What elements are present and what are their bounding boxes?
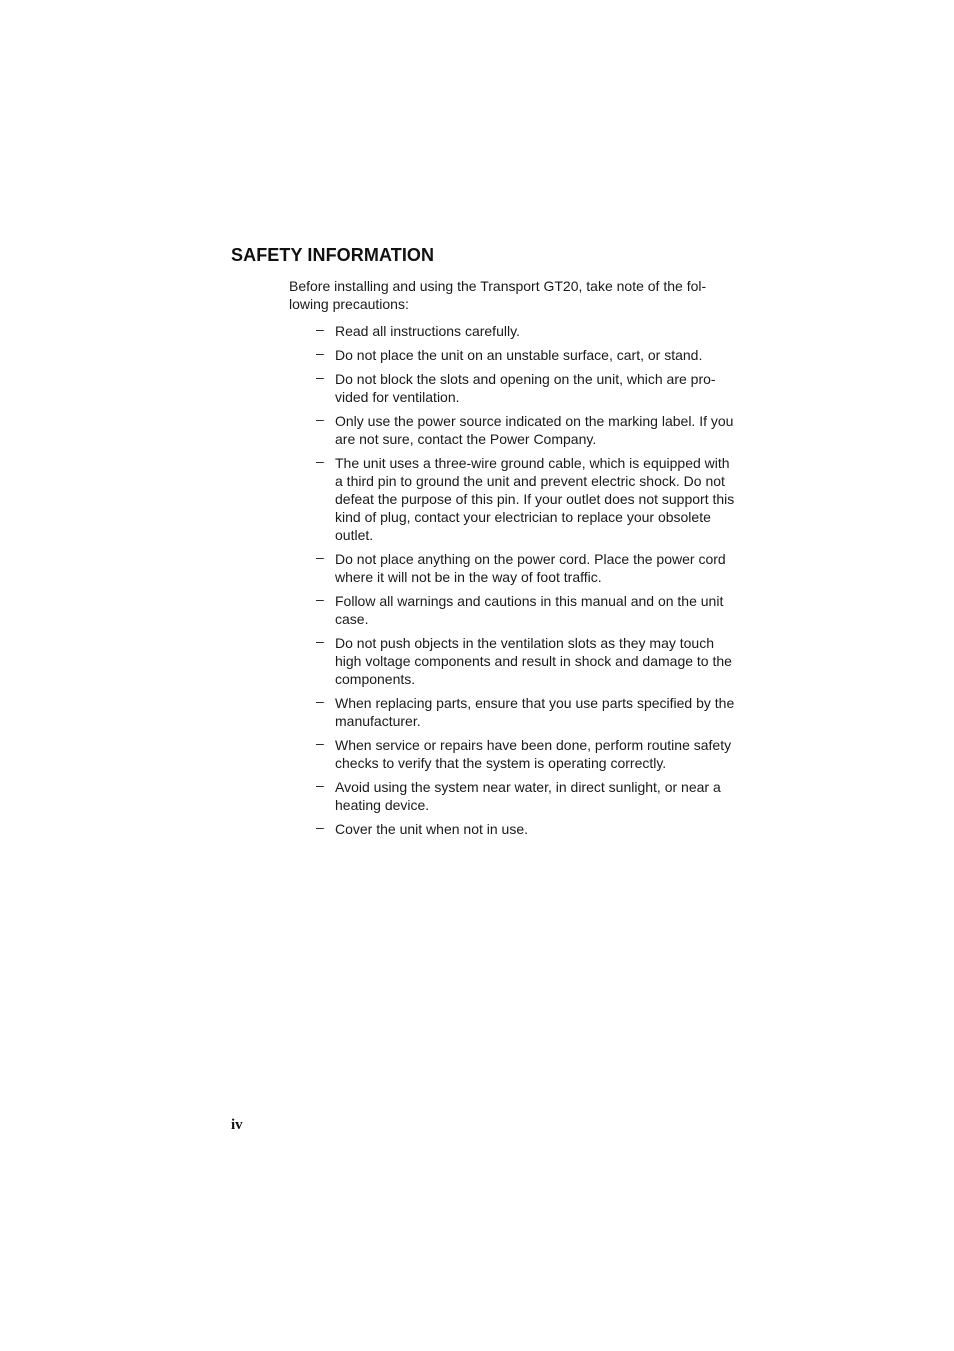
dash-bullet: – (316, 819, 324, 835)
list-item (316, 694, 736, 730)
list-item-text: Read all instructions carefully. (335, 323, 520, 339)
precautions-list (316, 322, 736, 844)
intro-line-1: Before installing and using the Transport GT20, take note of the fol- (289, 278, 707, 294)
dash-bullet: – (316, 735, 324, 751)
list-item-text: Follow all warnings and cautions in this manual and on the unit case. (335, 593, 724, 627)
list-item-text: Do not place anything on the power cord. Place the power cord where it will not be in the way of foot traffic. (335, 551, 726, 585)
dash-bullet: – (316, 777, 324, 793)
dash-bullet: – (316, 633, 324, 649)
list-item (316, 778, 736, 814)
list-item-text: The unit uses a three-wire ground cable, which is equipped with a third pin to ground the unit and prevent electric shock. Do not defeat the purpose of this pin. If your outlet does not support this kind of plug, contact your electrician to replace your obsolete outlet. (335, 455, 735, 543)
list-item (316, 736, 736, 772)
list-item (316, 634, 736, 688)
list-item-text: Do not push objects in the ventilation slots as they may touch high voltage components and result in shock and damage to the components. (335, 635, 732, 687)
list-item-text: Avoid using the system near water, in direct sunlight, or near a heating device. (335, 779, 721, 813)
list-item (316, 346, 736, 364)
dash-bullet: – (316, 693, 324, 709)
page-number: iv (231, 1117, 243, 1133)
list-item (316, 412, 736, 448)
list-item-text: When service or repairs have been done, perform routine safety checks to verify that the system is operating correctly. (335, 737, 732, 771)
dash-bullet: – (316, 549, 324, 565)
list-item (316, 322, 736, 340)
list-item-text: Do not place the unit on an unstable surface, cart, or stand. (335, 347, 703, 363)
intro-paragraph (289, 278, 729, 313)
dash-bullet: – (316, 345, 324, 361)
list-item (316, 820, 736, 838)
list-item-text: Do not block the slots and opening on the unit, which are pro-vided for ventilation. (335, 371, 716, 405)
dash-bullet: – (316, 321, 324, 337)
list-item (316, 454, 736, 544)
intro-line-2: lowing precautions: (289, 295, 409, 312)
list-item-text: Cover the unit when not in use. (335, 821, 529, 837)
dash-bullet: – (316, 453, 324, 469)
dash-bullet: – (316, 591, 324, 607)
dash-bullet: – (316, 411, 324, 427)
list-item-text: When replacing parts, ensure that you use parts specified by the manufacturer. (335, 695, 735, 729)
list-item-text: Only use the power source indicated on the marking label. If you are not sure, contact the Power Company. (335, 413, 734, 447)
dash-bullet: – (316, 369, 324, 385)
list-item (316, 370, 736, 406)
section-title: SAFETY INFORMATION (231, 245, 435, 265)
list-item (316, 592, 736, 628)
list-item (316, 550, 736, 586)
